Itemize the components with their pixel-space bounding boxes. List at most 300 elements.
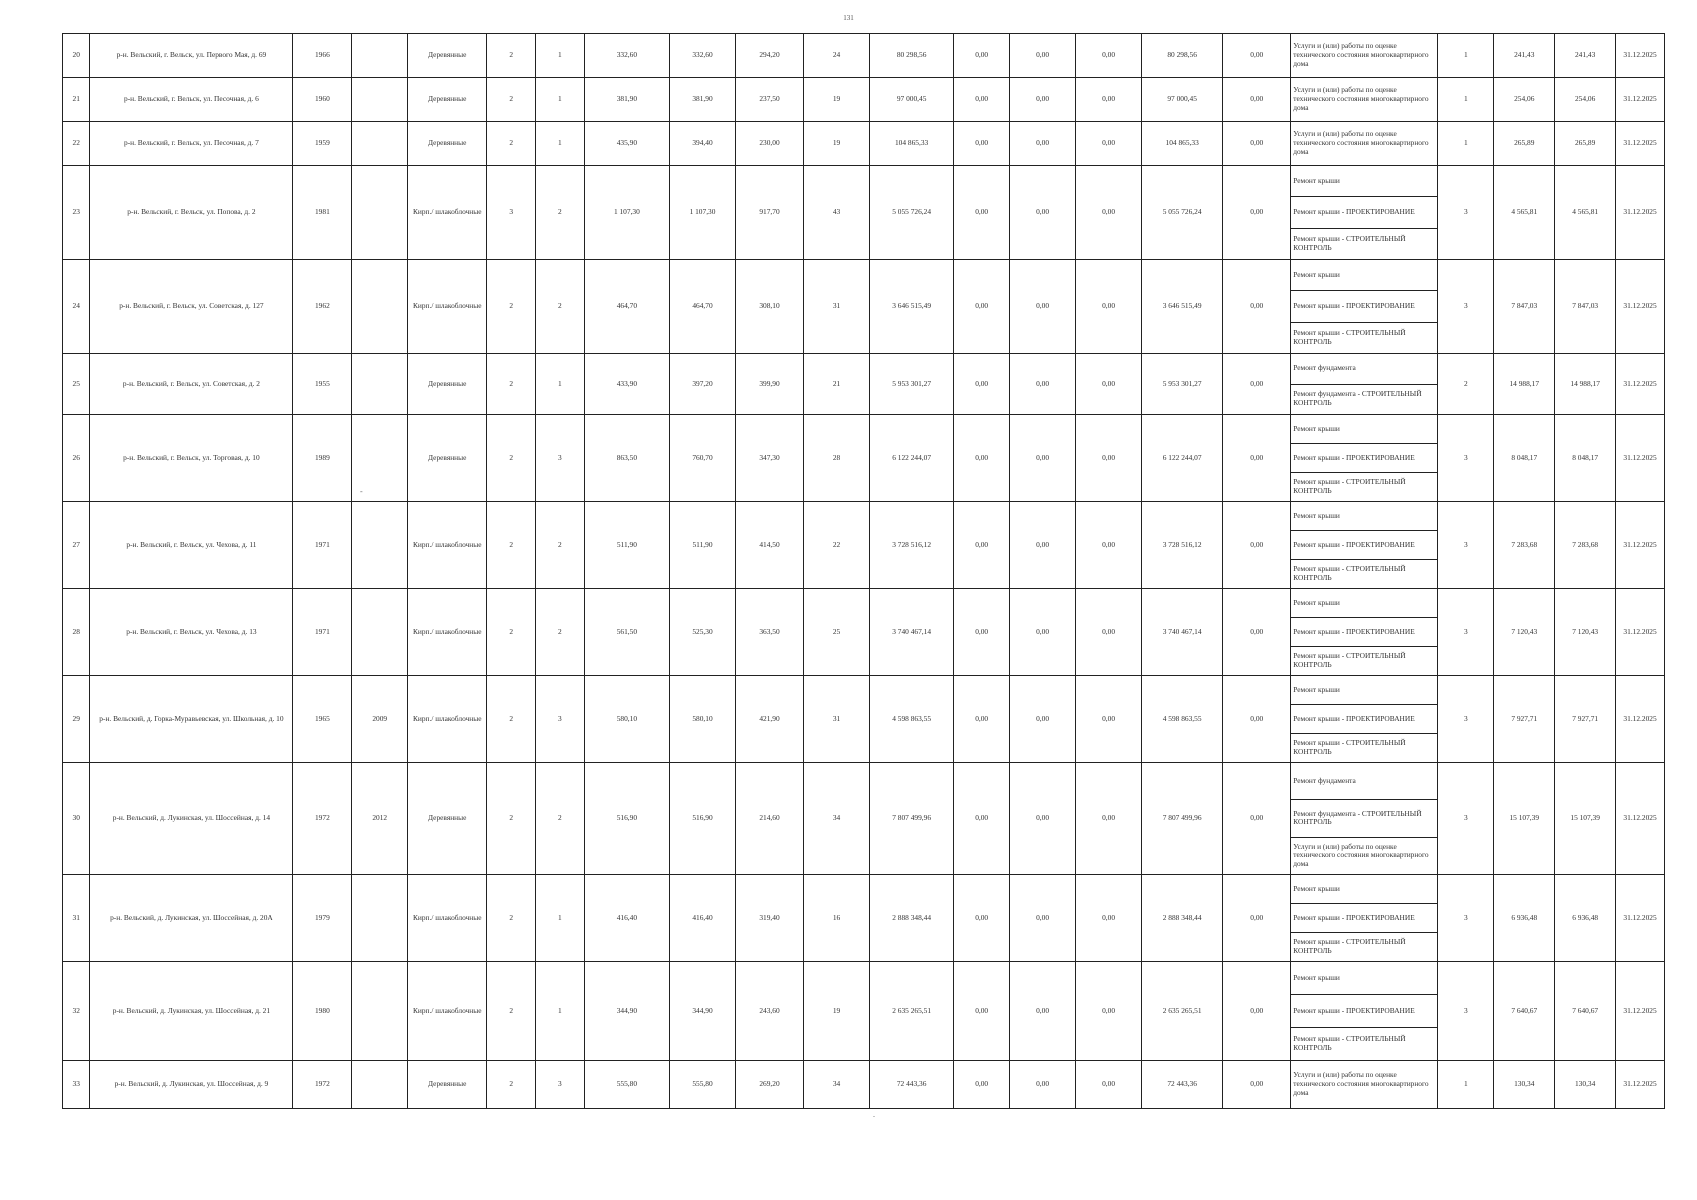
- unit-cost-cell: 7 927,71: [1494, 676, 1555, 763]
- year-built-cell: 1960: [293, 78, 352, 122]
- fund-1-cell: 0,00: [954, 78, 1010, 122]
- area-living-cell: 332,60: [670, 34, 736, 78]
- works-list: [1291, 589, 1437, 675]
- works-list: [1291, 78, 1437, 121]
- fund-4-cell: 0,00: [1223, 354, 1291, 415]
- fund-3-cell: 0,00: [1076, 260, 1142, 354]
- cost-owners-cell: 2 635 265,51: [1142, 962, 1223, 1061]
- work-count-cell: 3: [1438, 166, 1494, 260]
- unit-cost-max-cell: 130,34: [1555, 1061, 1616, 1109]
- area-total-cell: 863,50: [584, 415, 669, 502]
- address-cell: р-н. Вельский, д. Лукинская, ул. Шоссейная, д. 9: [90, 1061, 293, 1109]
- area-residential-cell: 399,90: [736, 354, 804, 415]
- address-cell: р-н. Вельский, д. Горка-Муравьевская, ул. Школьная, д. 10: [90, 676, 293, 763]
- wall-material-cell: Кирп./ шлакоблочные: [408, 962, 487, 1061]
- year-built-cell: 1962: [293, 260, 352, 354]
- work-item: Ремонт крыши - СТРОИТЕЛЬНЫЙ КОНТРОЛЬ: [1293, 564, 1406, 582]
- area-living-cell: 344,90: [670, 962, 736, 1061]
- wall-material-cell: Кирп./ шлакоблочные: [408, 676, 487, 763]
- works-cell: [1291, 875, 1438, 962]
- row-number-cell: 31: [63, 875, 90, 962]
- work-item: Ремонт крыши: [1291, 962, 1437, 995]
- fund-3-cell: 0,00: [1076, 1061, 1142, 1109]
- fund-2-cell: 0,00: [1010, 962, 1076, 1061]
- work-item: Услуги и (или) работы по оценке технического состояния многоквартирного дома: [1293, 85, 1429, 112]
- works-list: [1291, 122, 1437, 165]
- area-total-cell: 561,50: [584, 589, 669, 676]
- row-number-cell: 29: [63, 676, 90, 763]
- year-overhaul-cell: [352, 962, 408, 1061]
- fund-4-cell: 0,00: [1223, 502, 1291, 589]
- entrances-cell: 3: [536, 1061, 585, 1109]
- works-cell: [1291, 502, 1438, 589]
- fund-3-cell: 0,00: [1076, 354, 1142, 415]
- year-built-cell: 1972: [293, 763, 352, 875]
- works-list: [1291, 962, 1437, 1060]
- entrances-cell: 1: [536, 962, 585, 1061]
- row-number-cell: 33: [63, 1061, 90, 1109]
- row-number-cell: 30: [63, 763, 90, 875]
- entrances-cell: 2: [536, 260, 585, 354]
- residents-cell: 31: [804, 676, 870, 763]
- work-item: Ремонт крыши: [1291, 415, 1437, 444]
- residents-cell: 24: [804, 34, 870, 78]
- deadline-cell: 31.12.2025: [1616, 354, 1665, 415]
- table-row: [63, 415, 1665, 502]
- work-item: Ремонт крыши - ПРОЕКТИРОВАНИЕ: [1291, 444, 1437, 473]
- unit-cost-max-cell: 4 565,81: [1555, 166, 1616, 260]
- floors-cell: 2: [487, 34, 536, 78]
- wall-material-cell: Кирп./ шлакоблочные: [408, 502, 487, 589]
- fund-2-cell: 0,00: [1010, 589, 1076, 676]
- cost-owners-cell: 72 443,36: [1142, 1061, 1223, 1109]
- fund-1-cell: 0,00: [954, 589, 1010, 676]
- area-residential-cell: 237,50: [736, 78, 804, 122]
- unit-cost-max-cell: 7 120,43: [1555, 589, 1616, 676]
- area-residential-cell: 319,40: [736, 875, 804, 962]
- work-item: Услуги и (или) работы по оценке технического состояния многоквартирного дома: [1293, 41, 1429, 68]
- residents-cell: 19: [804, 962, 870, 1061]
- work-item: Ремонт крыши - СТРОИТЕЛЬНЫЙ КОНТРОЛЬ: [1293, 651, 1406, 669]
- works-cell: [1291, 415, 1438, 502]
- entrances-cell: 3: [536, 415, 585, 502]
- works-cell: [1291, 354, 1438, 415]
- fund-2-cell: 0,00: [1010, 122, 1076, 166]
- wall-material-cell: Деревянные: [408, 354, 487, 415]
- work-count-cell: 3: [1438, 962, 1494, 1061]
- area-total-cell: 516,90: [584, 763, 669, 875]
- works-cell: [1291, 122, 1438, 166]
- work-item: Ремонт фундамента - СТРОИТЕЛЬНЫЙ КОНТРОЛЬ: [1291, 800, 1437, 837]
- entrances-cell: 3: [536, 676, 585, 763]
- year-overhaul-cell: [352, 354, 408, 415]
- work-item: Ремонт крыши - СТРОИТЕЛЬНЫЙ КОНТРОЛЬ: [1293, 738, 1406, 756]
- unit-cost-cell: 4 565,81: [1494, 166, 1555, 260]
- table-row: [63, 676, 1665, 763]
- work-item: Ремонт крыши - СТРОИТЕЛЬНЫЙ КОНТРОЛЬ: [1293, 477, 1406, 495]
- cost-owners-cell: 5 953 301,27: [1142, 354, 1223, 415]
- works-cell: [1291, 78, 1438, 122]
- fund-4-cell: 0,00: [1223, 763, 1291, 875]
- area-living-cell: 516,90: [670, 763, 736, 875]
- area-living-cell: 580,10: [670, 676, 736, 763]
- area-living-cell: 394,40: [670, 122, 736, 166]
- table-row: [63, 875, 1665, 962]
- deadline-cell: 31.12.2025: [1616, 78, 1665, 122]
- work-item: Ремонт крыши: [1291, 260, 1437, 291]
- area-residential-cell: 421,90: [736, 676, 804, 763]
- cost-total-cell: 4 598 863,55: [870, 676, 954, 763]
- year-overhaul-cell: [352, 589, 408, 676]
- work-item: Ремонт крыши - ПРОЕКТИРОВАНИЕ: [1291, 705, 1437, 734]
- fund-3-cell: 0,00: [1076, 166, 1142, 260]
- wall-material-cell: Деревянные: [408, 78, 487, 122]
- unit-cost-cell: 7 120,43: [1494, 589, 1555, 676]
- works-list: [1291, 676, 1437, 762]
- unit-cost-max-cell: 14 988,17: [1555, 354, 1616, 415]
- year-overhaul-cell: 2012: [352, 763, 408, 875]
- cost-total-cell: 6 122 244,07: [870, 415, 954, 502]
- table-row: [63, 122, 1665, 166]
- area-living-cell: 397,20: [670, 354, 736, 415]
- cost-owners-cell: 6 122 244,07: [1142, 415, 1223, 502]
- entrances-cell: 1: [536, 122, 585, 166]
- residents-cell: 22: [804, 502, 870, 589]
- work-item: Ремонт крыши - ПРОЕКТИРОВАНИЕ: [1291, 904, 1437, 933]
- residents-cell: 28: [804, 415, 870, 502]
- floors-cell: 2: [487, 502, 536, 589]
- unit-cost-max-cell: 7 283,68: [1555, 502, 1616, 589]
- year-overhaul-cell: [352, 34, 408, 78]
- works-cell: [1291, 166, 1438, 260]
- cost-total-cell: 3 740 467,14: [870, 589, 954, 676]
- year-built-cell: 1971: [293, 502, 352, 589]
- wall-material-cell: Деревянные: [408, 763, 487, 875]
- work-item: Ремонт крыши: [1291, 502, 1437, 531]
- residents-cell: 19: [804, 122, 870, 166]
- area-total-cell: 555,80: [584, 1061, 669, 1109]
- area-total-cell: 511,90: [584, 502, 669, 589]
- unit-cost-max-cell: 7 640,67: [1555, 962, 1616, 1061]
- work-item: Ремонт крыши - СТРОИТЕЛЬНЫЙ КОНТРОЛЬ: [1293, 233, 1406, 252]
- cost-total-cell: 7 807 499,96: [870, 763, 954, 875]
- unit-cost-cell: 14 988,17: [1494, 354, 1555, 415]
- address-cell: р-н. Вельский, г. Вельск, ул. Советская, д. 127: [90, 260, 293, 354]
- deadline-cell: 31.12.2025: [1616, 502, 1665, 589]
- work-item: Ремонт крыши: [1291, 589, 1437, 618]
- fund-4-cell: 0,00: [1223, 962, 1291, 1061]
- fund-3-cell: 0,00: [1076, 676, 1142, 763]
- work-item: Ремонт крыши - ПРОЕКТИРОВАНИЕ: [1291, 291, 1437, 322]
- cost-total-cell: 5 953 301,27: [870, 354, 954, 415]
- works-cell: [1291, 962, 1438, 1061]
- works-list: [1291, 1061, 1437, 1108]
- deadline-cell: 31.12.2025: [1616, 962, 1665, 1061]
- fund-1-cell: 0,00: [954, 166, 1010, 260]
- area-residential-cell: 347,30: [736, 415, 804, 502]
- row-number-cell: 21: [63, 78, 90, 122]
- unit-cost-cell: 6 936,48: [1494, 875, 1555, 962]
- fund-1-cell: 0,00: [954, 763, 1010, 875]
- wall-material-cell: Деревянные: [408, 34, 487, 78]
- wall-material-cell: Кирп./ шлакоблочные: [408, 589, 487, 676]
- year-built-cell: 1979: [293, 875, 352, 962]
- fund-2-cell: 0,00: [1010, 354, 1076, 415]
- work-count-cell: 2: [1438, 354, 1494, 415]
- unit-cost-max-cell: 7 847,03: [1555, 260, 1616, 354]
- area-total-cell: 416,40: [584, 875, 669, 962]
- works-list: [1291, 260, 1437, 353]
- work-item: Услуги и (или) работы по оценке технического состояния многоквартирного дома: [1293, 1070, 1429, 1097]
- fund-1-cell: 0,00: [954, 260, 1010, 354]
- floors-cell: 2: [487, 260, 536, 354]
- fund-1-cell: 0,00: [954, 415, 1010, 502]
- cost-total-cell: 2 635 265,51: [870, 962, 954, 1061]
- unit-cost-cell: 7 283,68: [1494, 502, 1555, 589]
- area-living-cell: 760,70: [670, 415, 736, 502]
- wall-material-cell: Кирп./ шлакоблочные: [408, 260, 487, 354]
- cost-total-cell: 3 646 515,49: [870, 260, 954, 354]
- work-item: Услуги и (или) работы по оценке технического состояния многоквартирного дома: [1293, 841, 1429, 869]
- floors-cell: 2: [487, 415, 536, 502]
- row-number-cell: 23: [63, 166, 90, 260]
- work-count-cell: 1: [1438, 1061, 1494, 1109]
- fund-4-cell: 0,00: [1223, 676, 1291, 763]
- unit-cost-max-cell: 15 107,39: [1555, 763, 1616, 875]
- fund-3-cell: 0,00: [1076, 962, 1142, 1061]
- floors-cell: 2: [487, 589, 536, 676]
- work-count-cell: 1: [1438, 78, 1494, 122]
- area-residential-cell: 230,00: [736, 122, 804, 166]
- wall-material-cell: Деревянные: [408, 1061, 487, 1109]
- unit-cost-max-cell: 241,43: [1555, 34, 1616, 78]
- cost-owners-cell: 104 865,33: [1142, 122, 1223, 166]
- work-item: Ремонт крыши - СТРОИТЕЛЬНЫЙ КОНТРОЛЬ: [1293, 327, 1406, 346]
- address-cell: р-н. Вельский, г. Вельск, ул. Песочная, д. 6: [90, 78, 293, 122]
- unit-cost-cell: 130,34: [1494, 1061, 1555, 1109]
- deadline-cell: 31.12.2025: [1616, 122, 1665, 166]
- row-number-cell: 27: [63, 502, 90, 589]
- cost-owners-cell: 80 298,56: [1142, 34, 1223, 78]
- area-total-cell: 435,90: [584, 122, 669, 166]
- area-total-cell: 433,90: [584, 354, 669, 415]
- work-item: Услуги и (или) работы по оценке технического состояния многоквартирного дома: [1293, 129, 1429, 156]
- entrances-cell: 1: [536, 354, 585, 415]
- page-number: 131: [843, 14, 854, 22]
- floors-cell: 2: [487, 676, 536, 763]
- area-residential-cell: 414,50: [736, 502, 804, 589]
- area-living-cell: 416,40: [670, 875, 736, 962]
- unit-cost-max-cell: 254,06: [1555, 78, 1616, 122]
- work-count-cell: 3: [1438, 502, 1494, 589]
- cost-owners-cell: 97 000,45: [1142, 78, 1223, 122]
- work-item: Ремонт крыши: [1291, 676, 1437, 705]
- cost-owners-cell: 3 740 467,14: [1142, 589, 1223, 676]
- housing-register-table: [62, 33, 1665, 1109]
- table-row: [63, 260, 1665, 354]
- residents-cell: 16: [804, 875, 870, 962]
- year-overhaul-cell: [352, 122, 408, 166]
- fund-3-cell: 0,00: [1076, 78, 1142, 122]
- work-count-cell: 3: [1438, 875, 1494, 962]
- stray-mark: .: [873, 1110, 875, 1119]
- table-row: [63, 763, 1665, 875]
- work-item: Ремонт фундамента: [1291, 354, 1437, 385]
- area-total-cell: 464,70: [584, 260, 669, 354]
- year-built-cell: 1966: [293, 34, 352, 78]
- fund-2-cell: 0,00: [1010, 34, 1076, 78]
- fund-1-cell: 0,00: [954, 122, 1010, 166]
- residents-cell: 34: [804, 1061, 870, 1109]
- residents-cell: 34: [804, 763, 870, 875]
- year-overhaul-cell: [352, 166, 408, 260]
- row-number-cell: 20: [63, 34, 90, 78]
- works-list: [1291, 875, 1437, 961]
- year-overhaul-cell: [352, 875, 408, 962]
- table-row: [63, 34, 1665, 78]
- fund-1-cell: 0,00: [954, 962, 1010, 1061]
- work-count-cell: 3: [1438, 415, 1494, 502]
- area-total-cell: 344,90: [584, 962, 669, 1061]
- address-cell: р-н. Вельский, г. Вельск, ул. Чехова, д. 11: [90, 502, 293, 589]
- work-item: Ремонт крыши: [1291, 875, 1437, 904]
- works-cell: [1291, 34, 1438, 78]
- area-living-cell: 511,90: [670, 502, 736, 589]
- fund-3-cell: 0,00: [1076, 589, 1142, 676]
- fund-3-cell: 0,00: [1076, 763, 1142, 875]
- fund-2-cell: 0,00: [1010, 260, 1076, 354]
- works-cell: [1291, 763, 1438, 875]
- stray-mark: -: [360, 487, 363, 496]
- table-row: [63, 78, 1665, 122]
- works-cell: [1291, 260, 1438, 354]
- fund-1-cell: 0,00: [954, 676, 1010, 763]
- entrances-cell: 1: [536, 78, 585, 122]
- fund-3-cell: 0,00: [1076, 34, 1142, 78]
- table-row: [63, 589, 1665, 676]
- deadline-cell: 31.12.2025: [1616, 260, 1665, 354]
- unit-cost-cell: 7 640,67: [1494, 962, 1555, 1061]
- fund-4-cell: 0,00: [1223, 122, 1291, 166]
- fund-1-cell: 0,00: [954, 34, 1010, 78]
- cost-owners-cell: 2 888 348,44: [1142, 875, 1223, 962]
- area-residential-cell: 294,20: [736, 34, 804, 78]
- cost-owners-cell: 3 728 516,12: [1142, 502, 1223, 589]
- year-built-cell: 1955: [293, 354, 352, 415]
- work-item: Ремонт крыши - СТРОИТЕЛЬНЫЙ КОНТРОЛЬ: [1293, 1034, 1406, 1052]
- fund-3-cell: 0,00: [1076, 415, 1142, 502]
- entrances-cell: 1: [536, 34, 585, 78]
- area-living-cell: 1 107,30: [670, 166, 736, 260]
- address-cell: р-н. Вельский, д. Лукинская, ул. Шоссейная, д. 21: [90, 962, 293, 1061]
- fund-4-cell: 0,00: [1223, 589, 1291, 676]
- entrances-cell: 1: [536, 875, 585, 962]
- fund-1-cell: 0,00: [954, 354, 1010, 415]
- work-item: Ремонт крыши: [1291, 166, 1437, 197]
- work-count-cell: 3: [1438, 763, 1494, 875]
- entrances-cell: 2: [536, 166, 585, 260]
- cost-total-cell: 104 865,33: [870, 122, 954, 166]
- deadline-cell: 31.12.2025: [1616, 589, 1665, 676]
- area-total-cell: 332,60: [584, 34, 669, 78]
- table-row: [63, 502, 1665, 589]
- floors-cell: 2: [487, 354, 536, 415]
- unit-cost-cell: 8 048,17: [1494, 415, 1555, 502]
- wall-material-cell: Деревянные: [408, 122, 487, 166]
- unit-cost-max-cell: 8 048,17: [1555, 415, 1616, 502]
- table-row: [63, 962, 1665, 1061]
- year-built-cell: 1980: [293, 962, 352, 1061]
- area-living-cell: 525,30: [670, 589, 736, 676]
- deadline-cell: 31.12.2025: [1616, 763, 1665, 875]
- area-living-cell: 555,80: [670, 1061, 736, 1109]
- year-overhaul-cell: [352, 78, 408, 122]
- year-built-cell: 1972: [293, 1061, 352, 1109]
- work-count-cell: 3: [1438, 676, 1494, 763]
- deadline-cell: 31.12.2025: [1616, 34, 1665, 78]
- fund-1-cell: 0,00: [954, 1061, 1010, 1109]
- deadline-cell: 31.12.2025: [1616, 1061, 1665, 1109]
- area-total-cell: 580,10: [584, 676, 669, 763]
- fund-4-cell: 0,00: [1223, 166, 1291, 260]
- residents-cell: 43: [804, 166, 870, 260]
- year-built-cell: 1965: [293, 676, 352, 763]
- row-number-cell: 24: [63, 260, 90, 354]
- work-item: Ремонт крыши - ПРОЕКТИРОВАНИЕ: [1291, 197, 1437, 228]
- fund-4-cell: 0,00: [1223, 415, 1291, 502]
- cost-owners-cell: 7 807 499,96: [1142, 763, 1223, 875]
- work-item: Ремонт крыши - ПРОЕКТИРОВАНИЕ: [1291, 995, 1437, 1028]
- cost-total-cell: 5 055 726,24: [870, 166, 954, 260]
- cost-owners-cell: 3 646 515,49: [1142, 260, 1223, 354]
- area-residential-cell: 214,60: [736, 763, 804, 875]
- deadline-cell: 31.12.2025: [1616, 676, 1665, 763]
- works-cell: [1291, 676, 1438, 763]
- year-built-cell: 1959: [293, 122, 352, 166]
- work-count-cell: 1: [1438, 34, 1494, 78]
- work-item: Ремонт крыши - СТРОИТЕЛЬНЫЙ КОНТРОЛЬ: [1293, 937, 1406, 955]
- wall-material-cell: Кирп./ шлакоблочные: [408, 166, 487, 260]
- row-number-cell: 26: [63, 415, 90, 502]
- work-count-cell: 3: [1438, 260, 1494, 354]
- fund-4-cell: 0,00: [1223, 260, 1291, 354]
- fund-3-cell: 0,00: [1076, 122, 1142, 166]
- floors-cell: 2: [487, 122, 536, 166]
- deadline-cell: 31.12.2025: [1616, 875, 1665, 962]
- year-built-cell: 1989: [293, 415, 352, 502]
- floors-cell: 3: [487, 166, 536, 260]
- works-list: [1291, 34, 1437, 77]
- unit-cost-cell: 7 847,03: [1494, 260, 1555, 354]
- cost-total-cell: 80 298,56: [870, 34, 954, 78]
- fund-2-cell: 0,00: [1010, 415, 1076, 502]
- floors-cell: 2: [487, 763, 536, 875]
- works-list: [1291, 166, 1437, 259]
- works-list: [1291, 354, 1437, 414]
- year-overhaul-cell: [352, 502, 408, 589]
- row-number-cell: 22: [63, 122, 90, 166]
- fund-2-cell: 0,00: [1010, 1061, 1076, 1109]
- unit-cost-cell: 265,89: [1494, 122, 1555, 166]
- address-cell: р-н. Вельский, г. Вельск, ул. Попова, д. 2: [90, 166, 293, 260]
- area-total-cell: 1 107,30: [584, 166, 669, 260]
- deadline-cell: 31.12.2025: [1616, 166, 1665, 260]
- cost-total-cell: 97 000,45: [870, 78, 954, 122]
- entrances-cell: 2: [536, 763, 585, 875]
- floors-cell: 2: [487, 875, 536, 962]
- residents-cell: 25: [804, 589, 870, 676]
- row-number-cell: 28: [63, 589, 90, 676]
